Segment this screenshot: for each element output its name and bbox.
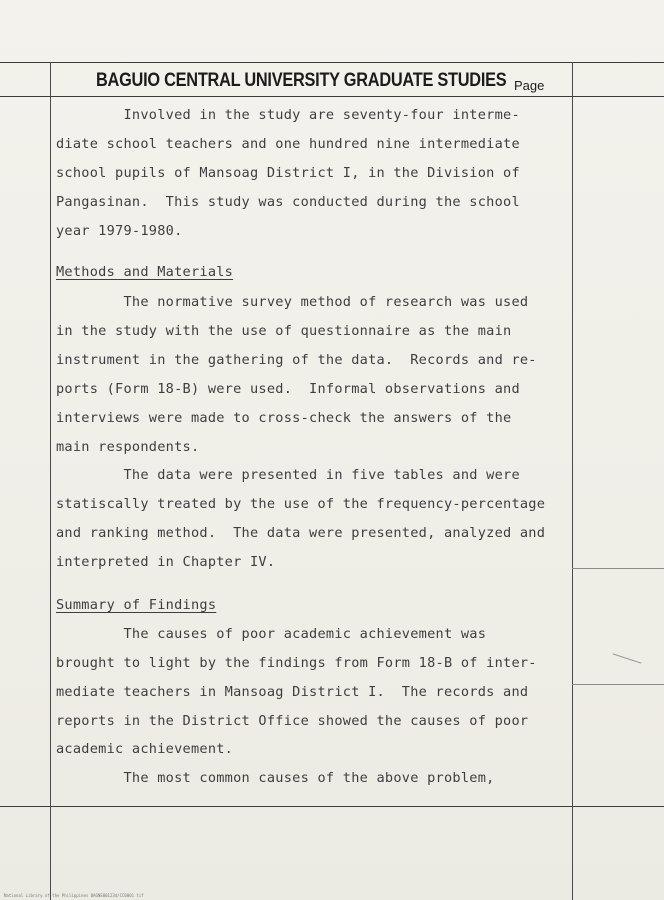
text-line: main respondents. bbox=[56, 439, 200, 455]
header-rule-top bbox=[0, 62, 664, 63]
text-line: interpreted in Chapter IV. bbox=[56, 554, 276, 570]
text-line: academic achievement. bbox=[56, 741, 234, 757]
text-line: The normative survey method of research was used bbox=[56, 294, 529, 310]
text-line: statiscally treated by the use of the frequency-percentage bbox=[56, 496, 546, 512]
text-line: in the study with the use of questionnaire as the main bbox=[56, 323, 512, 339]
pen-mark bbox=[613, 653, 642, 663]
page-label: Page bbox=[514, 78, 545, 93]
text-line: The causes of poor academic achievement was bbox=[56, 626, 487, 642]
text-line: school pupils of Mansoag District I, in the Division of bbox=[56, 165, 520, 181]
text-line: diate school teachers and one hundred nine intermediate bbox=[56, 136, 520, 152]
section-heading-methods: Methods and Materials bbox=[56, 264, 234, 280]
text-line: interviews were made to cross-check the answers of the bbox=[56, 410, 512, 426]
footer-rule bbox=[0, 806, 664, 807]
text-line: The most common causes of the above problem, bbox=[56, 770, 495, 786]
text-line: year 1979-1980. bbox=[56, 223, 183, 239]
text-line: reports in the District Office showed the causes of poor bbox=[56, 713, 529, 729]
left-margin-rule bbox=[50, 62, 51, 900]
document-header-title: BAGUIO CENTRAL UNIVERSITY GRADUATE STUDIES bbox=[96, 70, 507, 91]
text-line: and ranking method. The data were presented, analyzed and bbox=[56, 525, 546, 541]
right-margin-rule bbox=[572, 62, 573, 900]
text-line: ports (Form 18-B) were used. Informal observations and bbox=[56, 381, 520, 397]
right-margin-mark-1 bbox=[572, 568, 664, 569]
archive-footer-note: National Library of the Philippines BAGNE001234/CC0001 tif bbox=[4, 893, 144, 898]
header-rule-bottom bbox=[0, 96, 664, 97]
section-heading-summary: Summary of Findings bbox=[56, 597, 217, 613]
text-line: instrument in the gathering of the data. Records and re- bbox=[56, 352, 537, 368]
text-line: Pangasinan. This study was conducted during the school bbox=[56, 194, 520, 210]
right-margin-mark-2 bbox=[572, 684, 664, 685]
text-line: mediate teachers in Mansoag District I. The records and bbox=[56, 684, 529, 700]
text-line: brought to light by the findings from Form 18-B of inter- bbox=[56, 655, 537, 671]
text-line: The data were presented in five tables and were bbox=[56, 467, 520, 483]
text-line: Involved in the study are seventy-four interme- bbox=[56, 107, 520, 123]
